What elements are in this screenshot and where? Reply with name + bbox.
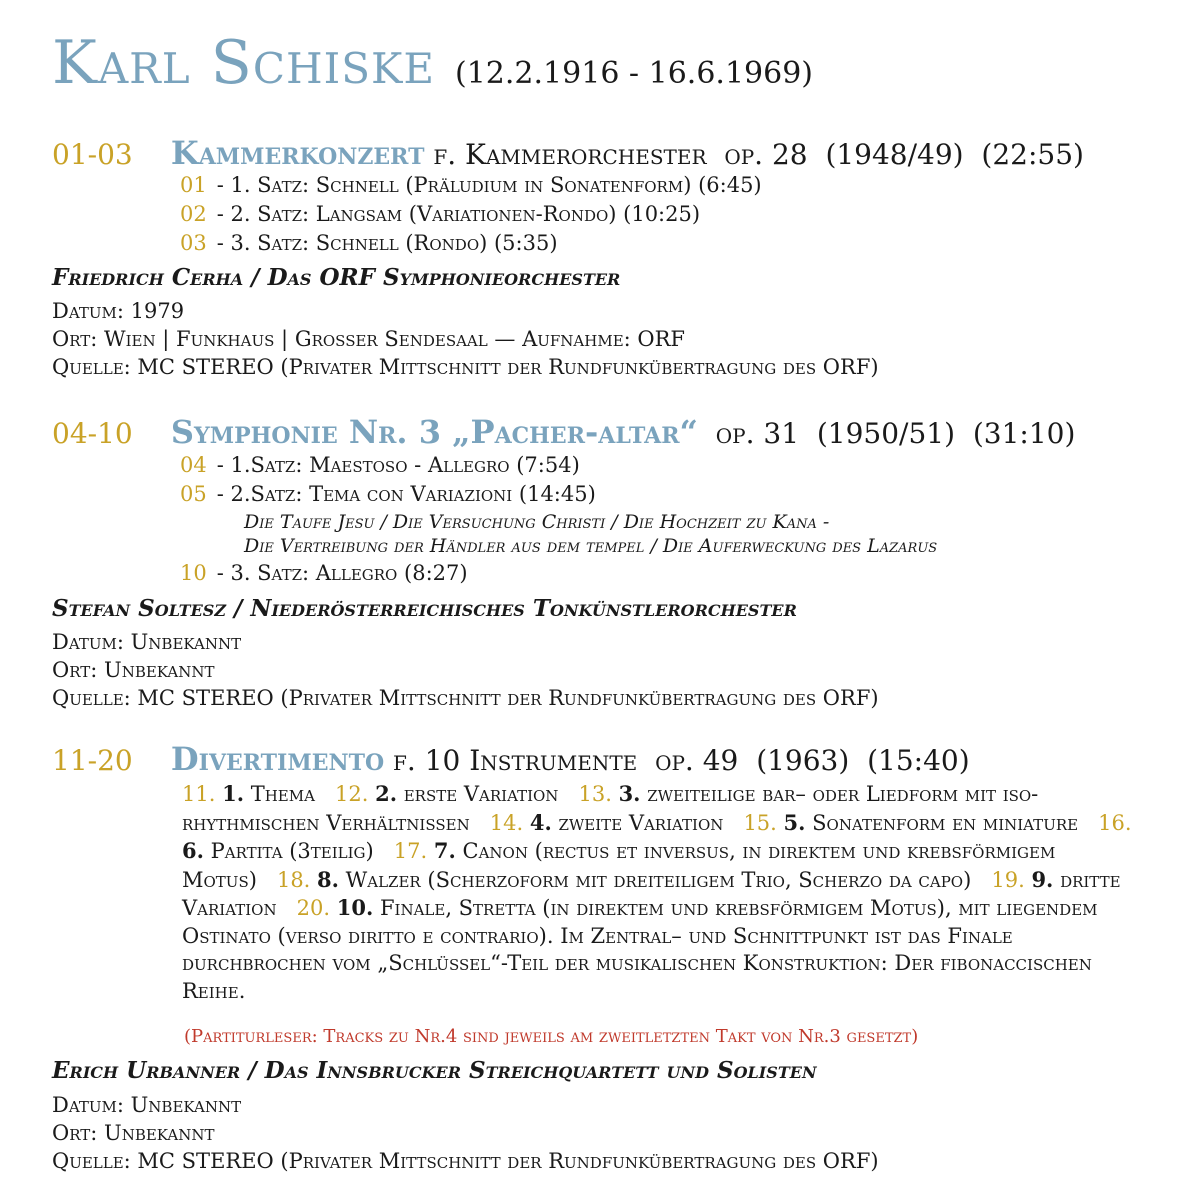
track-item: [490, 811, 724, 835]
work-year: (1948/49): [825, 138, 964, 171]
track-number: 14.: [489, 810, 524, 835]
track-text: Sonatenform en miniature: [812, 810, 1079, 835]
movement-text: - 2. Satz: Langsam (Variationen-Rondo) (10:25): [216, 202, 701, 226]
track-number: 20.: [296, 896, 331, 920]
movement-row: [180, 231, 558, 255]
movement-row: [180, 202, 700, 226]
work-duration: (15:40): [867, 744, 970, 777]
composer-name: Karl Schiske: [52, 28, 436, 98]
work-heading-divertimento: [52, 740, 970, 778]
movement-row: [180, 561, 468, 585]
track-number: 04: [180, 453, 207, 477]
track-number: 03: [180, 231, 207, 255]
variation-number: 5.: [783, 809, 806, 835]
work-year: (1963): [756, 744, 850, 777]
work-opus: op. 31: [715, 417, 800, 450]
track-range: 01-03: [52, 138, 133, 171]
track-range: 04-10: [52, 417, 133, 450]
work-title: Divertimento: [170, 740, 385, 778]
variation-list: Die Vertreibung der Händler aus dem tempel / Die Auferweckung des Lazarus: [244, 535, 938, 557]
movement-text: - 3. Satz: Schnell (Rondo) (5:35): [216, 231, 558, 255]
track-text: Walzer (Scherzoform mit dreiteiligem Trio, Scherzo da capo): [345, 867, 972, 892]
work-duration: (31:10): [972, 417, 1076, 450]
track-item: [182, 896, 1098, 1003]
track-text: Finale, Stretta (in direktem und krebsförmigem Motus), mit liegendem Ostinato (verso diritto e contrario). Im Zentral– und Schnittpunkt ist das Finale durchbrochen vom „Schlüssel“-Teil der musikalischen Konstruktion: Der fibonaccischen Reihe.: [182, 896, 1098, 1003]
track-number: 17.: [393, 839, 428, 863]
track-item: [335, 782, 558, 806]
track-number: 05: [180, 482, 207, 506]
track-text: dritte Variation: [182, 867, 1121, 920]
movement-text: - 1. Satz: Schnell (Präludium in Sonatenform) (6:45): [216, 173, 762, 197]
performer-line: Erich Urbanner / Das Innsbrucker Streichquartett und Solisten: [52, 1057, 817, 1084]
performer-line: Stefan Soltesz / Niederösterreichisches Tonkünstlerorchester: [52, 595, 797, 622]
track-number: 16.: [1098, 810, 1132, 835]
track-number: 10: [180, 561, 207, 585]
track-number: 15.: [743, 810, 777, 835]
work-title: Kammerkonzert: [170, 134, 425, 172]
work-heading-kammerkonzert: [52, 134, 1084, 172]
meta-quelle: Quelle: MC STEREO (Privater Mittschnitt der Rundfunkübertragung des ORF): [52, 1149, 879, 1173]
movement-text: - 1.Satz: Maestoso - Allegro (7:54): [216, 453, 580, 477]
meta-ort: Ort: Unbekannt: [52, 1121, 215, 1145]
partitur-note: (Partiturleser: Tracks zu Nr.4 sind jeweils am zweitletzten Takt von Nr.3 gesetzt): [184, 1026, 919, 1047]
composer-dates: (12.2.1916 - 16.6.1969): [455, 56, 813, 91]
work-opus: op. 49: [655, 744, 739, 777]
meta-datum: Datum: 1979: [52, 299, 185, 323]
track-item: [743, 811, 1078, 835]
variation-number: 3.: [618, 781, 641, 806]
movement-row: [180, 453, 580, 477]
meta-datum: Datum: Unbekannt: [52, 1093, 242, 1117]
track-number: 01: [180, 173, 207, 197]
track-text: Partita (3teilig): [210, 839, 374, 863]
movement-text: - 2.Satz: Tema con Variazioni (14:45): [216, 482, 596, 506]
composer-header: [52, 28, 813, 98]
meta-ort: Ort: Wien | Funkhaus | Grosser Sendesaal — Aufnahme: ORF: [52, 327, 685, 351]
movement-text: - 3. Satz: Allegro (8:27): [216, 561, 468, 585]
track-item: [182, 782, 315, 806]
movement-row: [180, 173, 762, 197]
track-number: 12.: [334, 782, 369, 806]
variation-number: 2.: [375, 781, 398, 806]
variation-number: 6.: [182, 838, 204, 863]
work-heading-symphonie: [52, 413, 1075, 451]
meta-datum: Datum: Unbekannt: [52, 630, 242, 654]
movement-row: [180, 482, 596, 506]
variation-number: 4.: [529, 809, 552, 835]
track-number: 11.: [182, 782, 216, 806]
track-text: Thema: [250, 782, 315, 806]
work-duration: (22:55): [981, 138, 1084, 171]
variation-list: Die Taufe Jesu / Die Versuchung Christi / Die Hochzeit zu Kana -: [244, 511, 830, 533]
variation-number: 7.: [433, 838, 456, 863]
work-year: (1950/51): [816, 417, 956, 450]
variation-number: 10.: [336, 895, 374, 920]
track-text: zweiteilige bar– oder Liedform mit iso-rhythmischen Verhältnissen: [182, 782, 1039, 835]
track-text: Canon (rectus et inversus, in direktem und krebsförmigem Motus): [182, 839, 1056, 892]
track-number: 02: [180, 202, 207, 226]
variation-number: 1.: [222, 781, 245, 806]
work-subtitle: f. 10 Instrumente: [393, 744, 638, 777]
track-number: 13.: [578, 782, 612, 806]
work-subtitle: f. Kammerorchester: [433, 138, 707, 171]
meta-quelle: Quelle: MC STEREO (Privater Mittschnitt der Rundfunkübertragung des ORF): [52, 686, 879, 710]
track-text: zweite Variation: [558, 810, 724, 835]
variation-number: 9.: [1031, 866, 1054, 892]
performer-line: Friedrich Cerha / Das ORF Symphonieorchester: [52, 264, 621, 291]
variation-number: 8.: [317, 866, 339, 892]
divertimento-track-list: [182, 780, 1142, 1005]
track-number: 18.: [276, 867, 311, 892]
meta-ort: Ort: Unbekannt: [52, 658, 215, 682]
track-range: 11-20: [52, 744, 133, 777]
track-number: 19.: [991, 867, 1025, 892]
meta-quelle: Quelle: MC STEREO (Privater Mittschnitt der Rundfunkübertragung des ORF): [52, 355, 879, 379]
work-opus: op. 28: [724, 138, 808, 171]
work-title: Symphonie Nr. 3 „Pacher-altar“: [170, 413, 698, 451]
track-item: [277, 868, 971, 892]
track-text: erste Variation: [403, 782, 559, 806]
